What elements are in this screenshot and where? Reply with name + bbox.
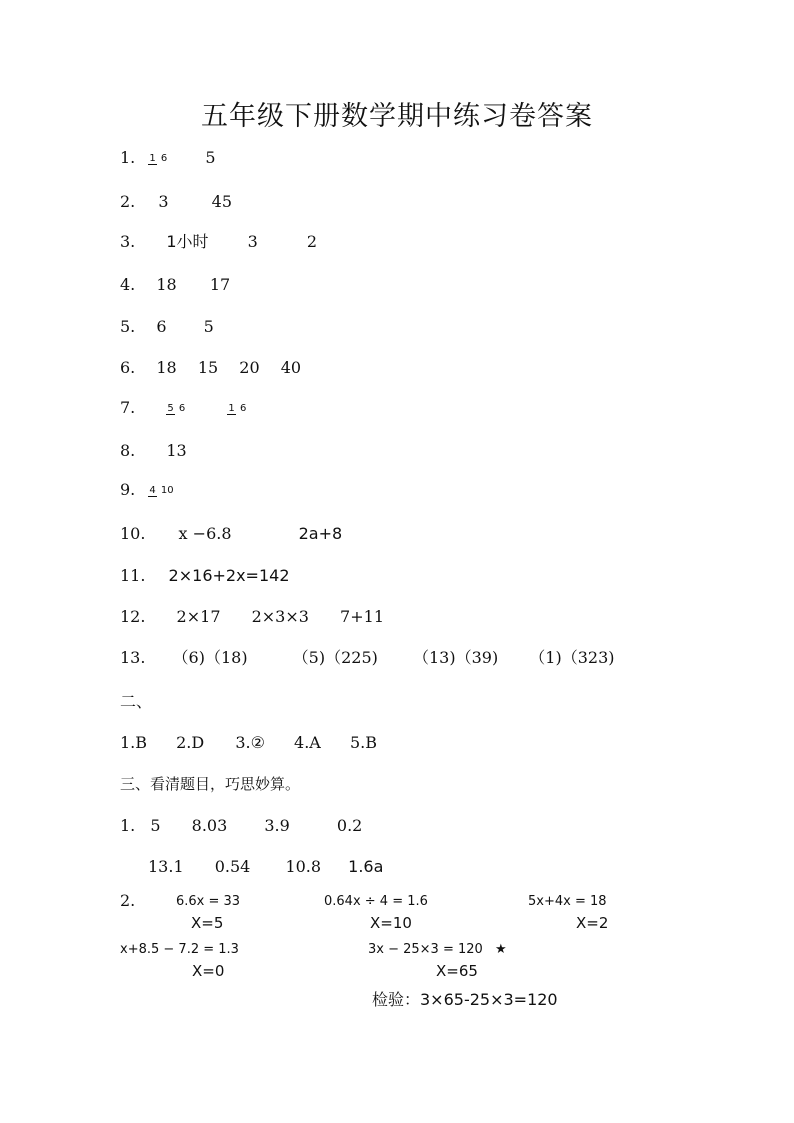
choice-answer: 1.B	[120, 733, 148, 752]
answer-line-8	[120, 441, 187, 461]
question-number: 1.	[120, 148, 136, 167]
answer-value: 3	[158, 192, 169, 211]
answer-value: 15	[197, 358, 219, 377]
question-number: 3.	[120, 232, 136, 251]
fraction-denominator: 10	[160, 484, 174, 496]
answer-value: （13)（39)	[412, 648, 499, 667]
equation-text: 3x − 25×3 = 120	[368, 942, 483, 957]
page-title: 五年级下册数学期中练习卷答案	[201, 101, 593, 132]
question-number: 9.	[120, 480, 136, 499]
question-number: 2.	[120, 192, 136, 211]
answer-value: 0.2	[336, 816, 363, 835]
answer-value: 5	[150, 816, 161, 835]
equation-solution: X=2	[576, 914, 609, 932]
equation	[368, 942, 507, 957]
answer-line-9	[120, 480, 175, 500]
section-heading-2: 二、	[120, 692, 153, 711]
question-number: 7.	[120, 398, 136, 417]
question-number: 11.	[120, 566, 146, 585]
answer-value: 7+11	[340, 607, 384, 626]
answer-value: 2×16+2x=142	[168, 566, 290, 585]
answer-line-4	[120, 275, 230, 295]
equation: 0.64x ÷ 4 = 1.6	[324, 894, 428, 909]
answer-value: 3.9	[264, 816, 290, 835]
answer-value: 17	[209, 275, 231, 294]
answer-value: （6)（18)	[172, 648, 248, 667]
answer-value: x −6.8	[178, 524, 232, 543]
calc-row-1	[120, 816, 362, 836]
answer-line-7	[120, 398, 247, 418]
answer-line-6	[120, 358, 301, 378]
answer-value: 5	[205, 148, 216, 167]
calc-row-2	[148, 857, 383, 877]
question-number: 5.	[120, 317, 136, 336]
answer-value: 0.54	[214, 857, 251, 876]
answer-value: 18	[156, 275, 177, 294]
fraction-numerator: 1	[228, 402, 235, 414]
equation: x+8.5 − 7.2 = 1.3	[120, 942, 239, 957]
answer-value: 2×3×3	[251, 607, 309, 626]
answer-value: 8.03	[191, 816, 228, 835]
question-number: 4.	[120, 275, 136, 294]
question-number: 12.	[120, 607, 146, 626]
answer-value: （1)（323)	[529, 648, 615, 667]
answer-value: 2	[306, 232, 318, 251]
equation-solution: X=10	[370, 914, 412, 932]
equation: 5x+4x = 18	[528, 894, 607, 909]
equation-solution: X=5	[191, 914, 224, 932]
fraction-numerator: 1	[149, 152, 156, 164]
fraction-denominator: 6	[160, 152, 168, 164]
section-heading-3: 三、看清题目，巧思妙算。	[120, 775, 301, 793]
choice-answer: 2.D	[176, 733, 205, 752]
answer-line-2	[120, 192, 232, 212]
answer-value: 6	[156, 317, 167, 336]
choice-answer: 5.B	[349, 733, 377, 752]
answer-value: 40	[280, 358, 302, 377]
star-icon: ★	[494, 942, 507, 957]
answer-line-10	[120, 524, 342, 544]
answer-value: 2×17	[176, 607, 221, 626]
section-2-answers	[120, 733, 377, 753]
equation-solution: X=65	[436, 962, 478, 980]
answer-value: 45	[211, 192, 232, 211]
answer-line-3	[120, 232, 317, 252]
fraction	[148, 485, 174, 497]
fraction-denominator: 6	[239, 402, 247, 414]
answer-line-1	[120, 148, 216, 168]
equation: 6.6x = 33	[176, 894, 241, 909]
answer-value: 5	[203, 317, 214, 336]
answer-value: 20	[239, 358, 260, 377]
question-number: 10.	[120, 524, 146, 543]
choice-answer: 3.②	[235, 733, 265, 752]
question-number: 2.	[120, 891, 136, 910]
choice-answer: 4.A	[294, 733, 321, 752]
answer-line-5	[120, 317, 214, 337]
fraction-denominator: 6	[178, 402, 186, 414]
fraction-numerator: 5	[167, 402, 174, 414]
fraction	[166, 403, 186, 415]
answer-value: 1小时	[166, 232, 209, 251]
answer-value: 18	[156, 358, 177, 377]
answer-value: 3	[247, 232, 258, 251]
fraction-numerator: 4	[149, 484, 156, 496]
answer-line-11	[120, 566, 290, 586]
answer-value: 1.6a	[348, 857, 384, 876]
answer-line-13	[120, 648, 615, 668]
check-line: 检验：3×65-25×3=120	[372, 990, 558, 1009]
fraction	[148, 153, 168, 165]
answer-value: 2a+8	[298, 524, 343, 543]
equation-solution: X=0	[192, 962, 225, 980]
answer-value: 10.8	[285, 857, 322, 876]
question-number: 1.	[120, 816, 136, 835]
question-number: 6.	[120, 358, 136, 377]
question-number: 8.	[120, 441, 136, 460]
answer-line-12	[120, 607, 384, 627]
question-number: 13.	[120, 648, 146, 667]
answer-value: 13	[166, 441, 187, 460]
answer-value: 13.1	[148, 857, 184, 876]
fraction	[227, 403, 247, 415]
answer-value: （5)（225)	[292, 648, 378, 667]
